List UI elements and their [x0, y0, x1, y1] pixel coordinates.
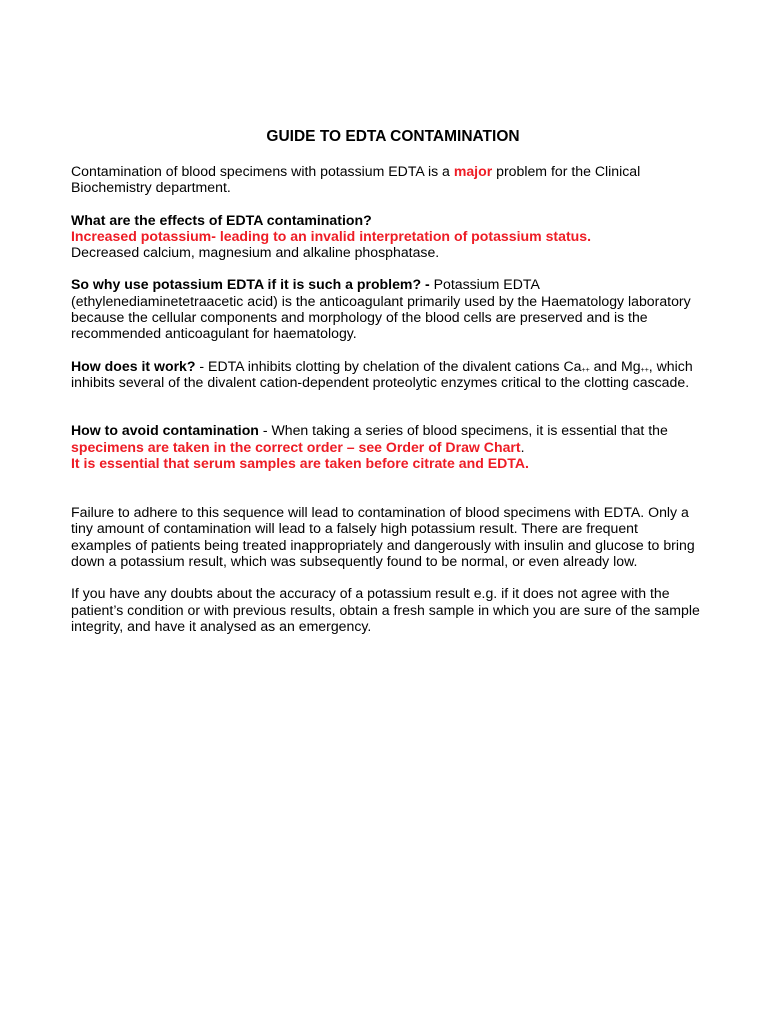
doubts-paragraph: If you have any doubts about the accuracy of a potassium result e.g. if it does not agree with the patient’s condition or with previous results, obtain a fresh sample in which you are sure of the sample integrity, and have it analysed as an emergency. [71, 585, 700, 634]
how-body-mid: and Mg [589, 357, 641, 374]
serum-before-edta-line: It is essential that serum samples are taken before citrate and EDTA. [71, 454, 529, 471]
failure-paragraph: Failure to adhere to this sequence will lead to contamination of blood specimens with EDTA. Only a tiny amount of contamination will lead to a falsely high potassium result. There are frequent examples of patients being treated inappropriately and dangerously with insulin and glucose to bring down a potassium result, which was subsequently found to be normal, or even already low. [71, 504, 695, 570]
intro-highlight-major: major [453, 163, 493, 179]
calcium-charge-subscript: ++ [581, 366, 590, 374]
intro-text-before: Contamination of blood specimens with potassium EDTA is a [71, 163, 454, 179]
how-heading: How does it work? [71, 357, 196, 374]
why-body: Potassium EDTA (ethylenediaminetetraacetic acid) is the anticoagulant primarily used by the Haematology laboratory because the cellular components and morphology of the blood cells are preserved and is the recommended anticoagulant for haematology. [71, 276, 691, 342]
how-body-start: - EDTA inhibits clotting by chelation of the divalent cations Ca [195, 357, 582, 374]
how-section [71, 358, 701, 391]
avoid-section [71, 422, 701, 471]
avoid-body-start: - When taking a series of blood specimens, it is essential that the [258, 422, 668, 439]
document-title: GUIDE TO EDTA CONTAMINATION [266, 128, 520, 145]
magnesium-charge-subscript: ++ [640, 366, 649, 374]
intro-text-after: problem for the Clinical Biochemistry department. [71, 163, 641, 196]
effects-section [71, 212, 701, 261]
why-heading: So why use potassium EDTA if it is such a problem? - [71, 276, 430, 293]
document-page [71, 128, 701, 650]
intro-paragraph [71, 163, 701, 196]
avoid-period: . [520, 438, 525, 455]
effects-decreased-line: Decreased calcium, magnesium and alkaline phosphatase. [71, 244, 440, 261]
effects-potassium-line: Increased potassium- leading to an invalid interpretation of potassium status. [71, 227, 591, 244]
how-body-end: , which inhibits several of the divalent cation-dependent proteolytic enzymes critical to the clotting cascade. [71, 357, 693, 390]
why-section [71, 276, 701, 341]
order-of-draw-reference: specimens are taken in the correct order – see Order of Draw Chart [71, 438, 521, 455]
avoid-heading: How to avoid contamination [71, 422, 259, 439]
effects-heading: What are the effects of EDTA contamination? [71, 211, 372, 228]
